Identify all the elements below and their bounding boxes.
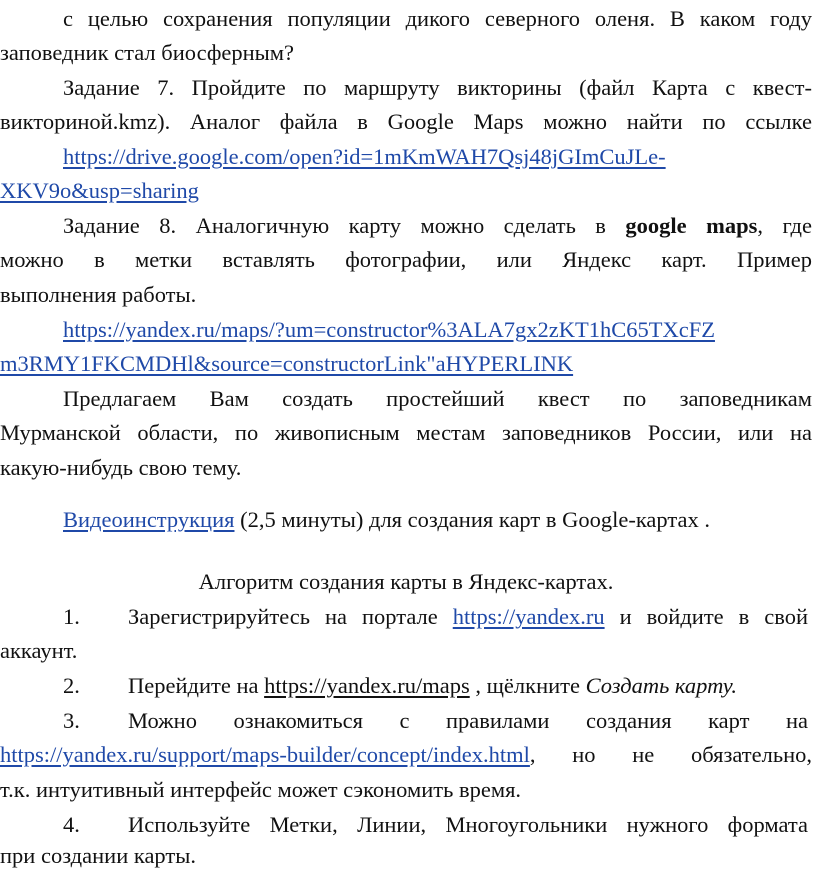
paragraph-line [0, 2, 812, 36]
task8-text: , где [757, 213, 812, 238]
step-1 [0, 600, 812, 634]
offer-line [0, 382, 812, 416]
step-text-part: Перейдите на [128, 673, 265, 698]
offer-text: Предлагаем Вам создать простейший квест по заповедникам [63, 386, 812, 411]
task7-text: викториной.kmz). Аналог файла в Google Maps можно найти по ссылке [0, 109, 812, 134]
step-1-cont [0, 634, 812, 668]
offer-line [0, 451, 812, 485]
yandex-maps-link[interactable]: https://yandex.ru/maps [264, 673, 470, 698]
step-number: 3. [63, 708, 80, 733]
task7-text: Задание 7. Пройдите по маршруту викторины (файл Карта с квест- [63, 75, 812, 100]
yandex-link[interactable]: https://yandex.ru [452, 604, 605, 629]
step-number: 2. [63, 673, 80, 698]
task8-line [0, 278, 812, 312]
step-text: Используйте Метки, Линии, Многоугольники нужного формата [128, 812, 808, 837]
algorithm-heading-text: Алгоритм создания карты в Яндекс-картах. [198, 569, 614, 594]
step-text-part: Зарегистрируйтесь на портале [128, 604, 453, 629]
video-instruction-link[interactable]: Видеоинструкция [63, 507, 235, 532]
step-text: т.к. интуитивный интерфейс может сэкономить время. [0, 777, 522, 802]
task8-link-line [0, 313, 812, 347]
step-4 [0, 808, 812, 842]
step-text: аккаунт. [0, 638, 78, 663]
google-maps-bold: google maps [625, 213, 758, 238]
offer-line [0, 416, 812, 450]
algorithm-heading [0, 565, 812, 599]
step-3-cont [0, 773, 812, 807]
task7-line [0, 105, 812, 139]
offer-text: Мурманской области, по живописным местам заповедников России, или на [0, 420, 812, 445]
step-number: 1. [63, 604, 80, 629]
step-3 [0, 704, 812, 738]
task8-text: Задание 8. Аналогичную карту можно сделать в [63, 213, 626, 238]
paragraph-line [0, 36, 812, 70]
task8-line [0, 209, 812, 243]
task8-text: можно в метки вставлять фотографии, или Яндекс карт. Пример [0, 247, 812, 272]
task7-link-line [0, 140, 812, 174]
step-text: при создании карты. [0, 843, 196, 868]
step-number: 4. [63, 812, 80, 837]
step-text-part: , щёлкните [469, 673, 586, 698]
video-line [0, 503, 812, 537]
step-text: Можно ознакомиться с правилами создания карт на [128, 708, 808, 733]
paragraph-text: с целью сохранения популяции дикого северного оленя. В каком году [63, 6, 812, 31]
paragraph-text: заповедник стал биосферным? [0, 40, 295, 65]
step-3-cont [0, 738, 812, 772]
step-text [128, 669, 808, 703]
video-text: (2,5 минуты) для создания карт в Google-картах . [234, 507, 710, 532]
yandex-constructor-link-continuation[interactable]: m3RMY1FKCMDHl&source=constructorLink"aHYPERLINK [0, 351, 574, 376]
task7-line [0, 71, 812, 105]
create-map-italic: Создать карту. [585, 673, 737, 698]
maps-builder-link[interactable]: https://yandex.ru/support/maps-builder/concept/index.html [0, 742, 530, 767]
offer-text: какую-нибудь свою тему. [0, 455, 242, 480]
drive-link[interactable]: https://drive.google.com/open?id=1mKmWAH7Qsj48jGImCuJLe- [63, 144, 666, 169]
task8-link-line [0, 347, 812, 381]
task8-text: выполнения работы. [0, 282, 197, 307]
drive-link-continuation[interactable]: XKV9o&usp=sharing [0, 178, 199, 203]
task8-line [0, 243, 812, 277]
step-text [128, 600, 808, 634]
step-text-part: , но не обязательно, [529, 742, 812, 767]
step-2 [0, 669, 812, 703]
yandex-constructor-link[interactable]: https://yandex.ru/maps/?um=constructor%3ALA7gx2zKT1hC65TXcFZ [63, 317, 715, 342]
step-4-cont [0, 839, 812, 873]
task7-link-line [0, 174, 812, 208]
step-text-part: и войдите в свой [604, 604, 808, 629]
